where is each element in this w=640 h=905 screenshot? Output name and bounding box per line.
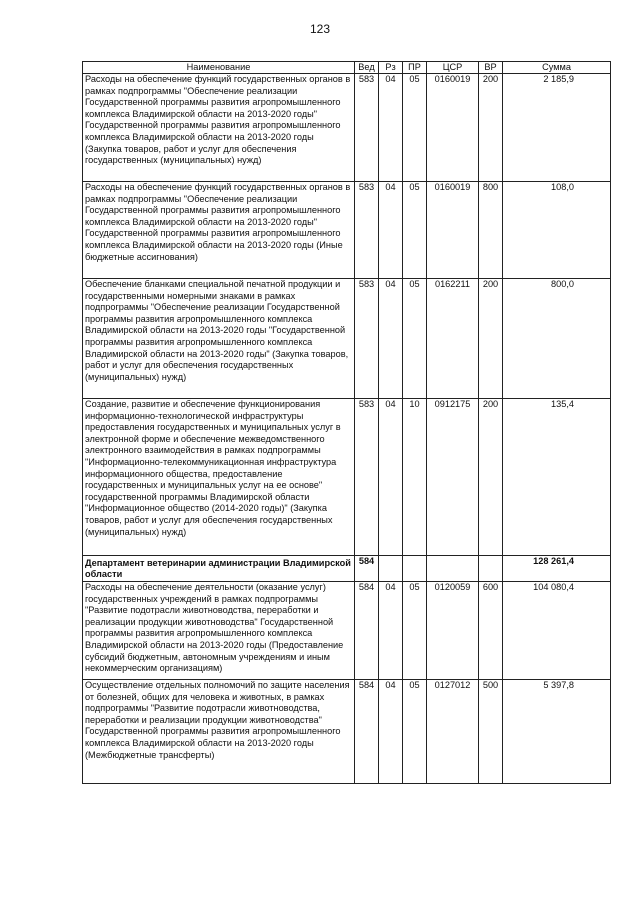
row-rz: 04 <box>379 582 403 680</box>
row-name: Осуществление отдельных полномочий по защите населения от болезней, общих для человека и животных, в рамках подпрограммы "Развитие подотрасли животноводства, переработки и реализации продукции животноводства" Государственной программы развития агропромышленного комплекса Владимирской области на 2013-2020 годы (Межбюджетные трансферты) <box>83 680 355 784</box>
table-header-row <box>83 62 611 74</box>
header-pr: ПР <box>403 62 427 74</box>
row-sum: 135,4 <box>503 399 611 556</box>
department-name: Департамент ветеринарии администрации Владимирской области <box>83 556 355 582</box>
row-ved: 583 <box>355 182 379 279</box>
row-vr <box>479 556 503 582</box>
row-sum: 104 080,4 <box>503 582 611 680</box>
row-rz: 04 <box>379 74 403 182</box>
department-row <box>83 556 611 582</box>
row-ved: 584 <box>355 680 379 784</box>
table-row <box>83 680 611 784</box>
row-csr: 0160019 <box>427 182 479 279</box>
header-name: Наименование <box>83 62 355 74</box>
row-csr: 0162211 <box>427 279 479 399</box>
row-csr <box>427 556 479 582</box>
row-csr: 0127012 <box>427 680 479 784</box>
row-name: Обеспечение бланками специальной печатной продукции и государственными номерными знаками в рамках подпрограммы "Обеспечение реализации Государственной программы развития агропромышленного комплекса Владимирской области на 2013-2020 годы "Государственной программы развития агропромышленного комплекса Владимирской области на 2013-2020 годы" (Закупка товаров, работ и услуг для обеспечения государственных (муниципальных) нужд) <box>83 279 355 399</box>
row-name: Расходы на обеспечение деятельности (оказание услуг) государственных учреждений в рамках подпрограммы "Развитие подотрасли животноводства, переработки и реализации продукции животноводства" Государственной программы развития агропромышленного комплекса Владимирской области на 2013-2020 годы (Предоставление субсидий бюджетным, автономным учреждениям и иным некоммерческим организациям) <box>83 582 355 680</box>
row-vr: 600 <box>479 582 503 680</box>
budget-table <box>82 61 611 784</box>
row-name: Расходы на обеспечение функций государственных органов в рамках подпрограммы "Обеспечение реализации Государственной программы развития агропромышленного комплекса Владимирской области на 2013-2020 годы" Государственной программы развития агропромышленного комплекса Владимирской области на 2013-2020 годы (Закупка товаров, работ и услуг для обеспечения государственных (муниципальных) нужд) <box>83 74 355 182</box>
row-name: Расходы на обеспечение функций государственных органов в рамках подпрограммы "Обеспечение реализации Государственной программы развития агропромышленного комплекса Владимирской области на 2013-2020 годы" Государственной программы развития агропромышленного комплекса Владимирской области на 2013-2020 годы (Иные бюджетные ассигнования) <box>83 182 355 279</box>
row-pr: 05 <box>403 74 427 182</box>
row-sum: 5 397,8 <box>503 680 611 784</box>
table-row <box>83 279 611 399</box>
row-pr <box>403 556 427 582</box>
page-number: 123 <box>309 22 331 36</box>
row-pr: 05 <box>403 182 427 279</box>
row-vr: 200 <box>479 74 503 182</box>
table-row <box>83 582 611 680</box>
row-pr: 05 <box>403 582 427 680</box>
row-csr: 0912175 <box>427 399 479 556</box>
row-name: Создание, развитие и обеспечение функционирования информационно-технологической инфраструктуры предоставления государственных и муниципальных услуг в электронной форме и обеспечение межведомственного электронного взаимодействия в рамках подпрограммы "Информационно-телекоммуникационная инфраструктура информационного общества, предоставление государственных и муниципальных услуг на ее основе" государственной программы Владимирской области "Информационное общество (2014-2020 годы)" (Закупка товаров, работ и услуг для обеспечения государственных (муниципальных) нужд) <box>83 399 355 556</box>
table-row <box>83 74 611 182</box>
row-pr: 05 <box>403 680 427 784</box>
header-rz: Рз <box>379 62 403 74</box>
header-sum: Сумма <box>503 62 611 74</box>
row-ved: 584 <box>355 582 379 680</box>
row-sum: 2 185,9 <box>503 74 611 182</box>
header-csr: ЦСР <box>427 62 479 74</box>
row-pr: 05 <box>403 279 427 399</box>
row-sum: 108,0 <box>503 182 611 279</box>
row-sum: 800,0 <box>503 279 611 399</box>
row-rz: 04 <box>379 399 403 556</box>
row-rz: 04 <box>379 680 403 784</box>
header-ved: Вед <box>355 62 379 74</box>
row-ved: 583 <box>355 74 379 182</box>
row-vr: 200 <box>479 279 503 399</box>
row-csr: 0160019 <box>427 74 479 182</box>
header-vr: ВР <box>479 62 503 74</box>
row-rz <box>379 556 403 582</box>
table-row <box>83 182 611 279</box>
row-vr: 200 <box>479 399 503 556</box>
department-sum: 128 261,4 <box>503 556 611 582</box>
row-ved: 583 <box>355 279 379 399</box>
row-rz: 04 <box>379 182 403 279</box>
row-vr: 500 <box>479 680 503 784</box>
row-vr: 800 <box>479 182 503 279</box>
row-ved: 584 <box>355 556 379 582</box>
row-ved: 583 <box>355 399 379 556</box>
row-pr: 10 <box>403 399 427 556</box>
table-row <box>83 399 611 556</box>
row-csr: 0120059 <box>427 582 479 680</box>
row-rz: 04 <box>379 279 403 399</box>
